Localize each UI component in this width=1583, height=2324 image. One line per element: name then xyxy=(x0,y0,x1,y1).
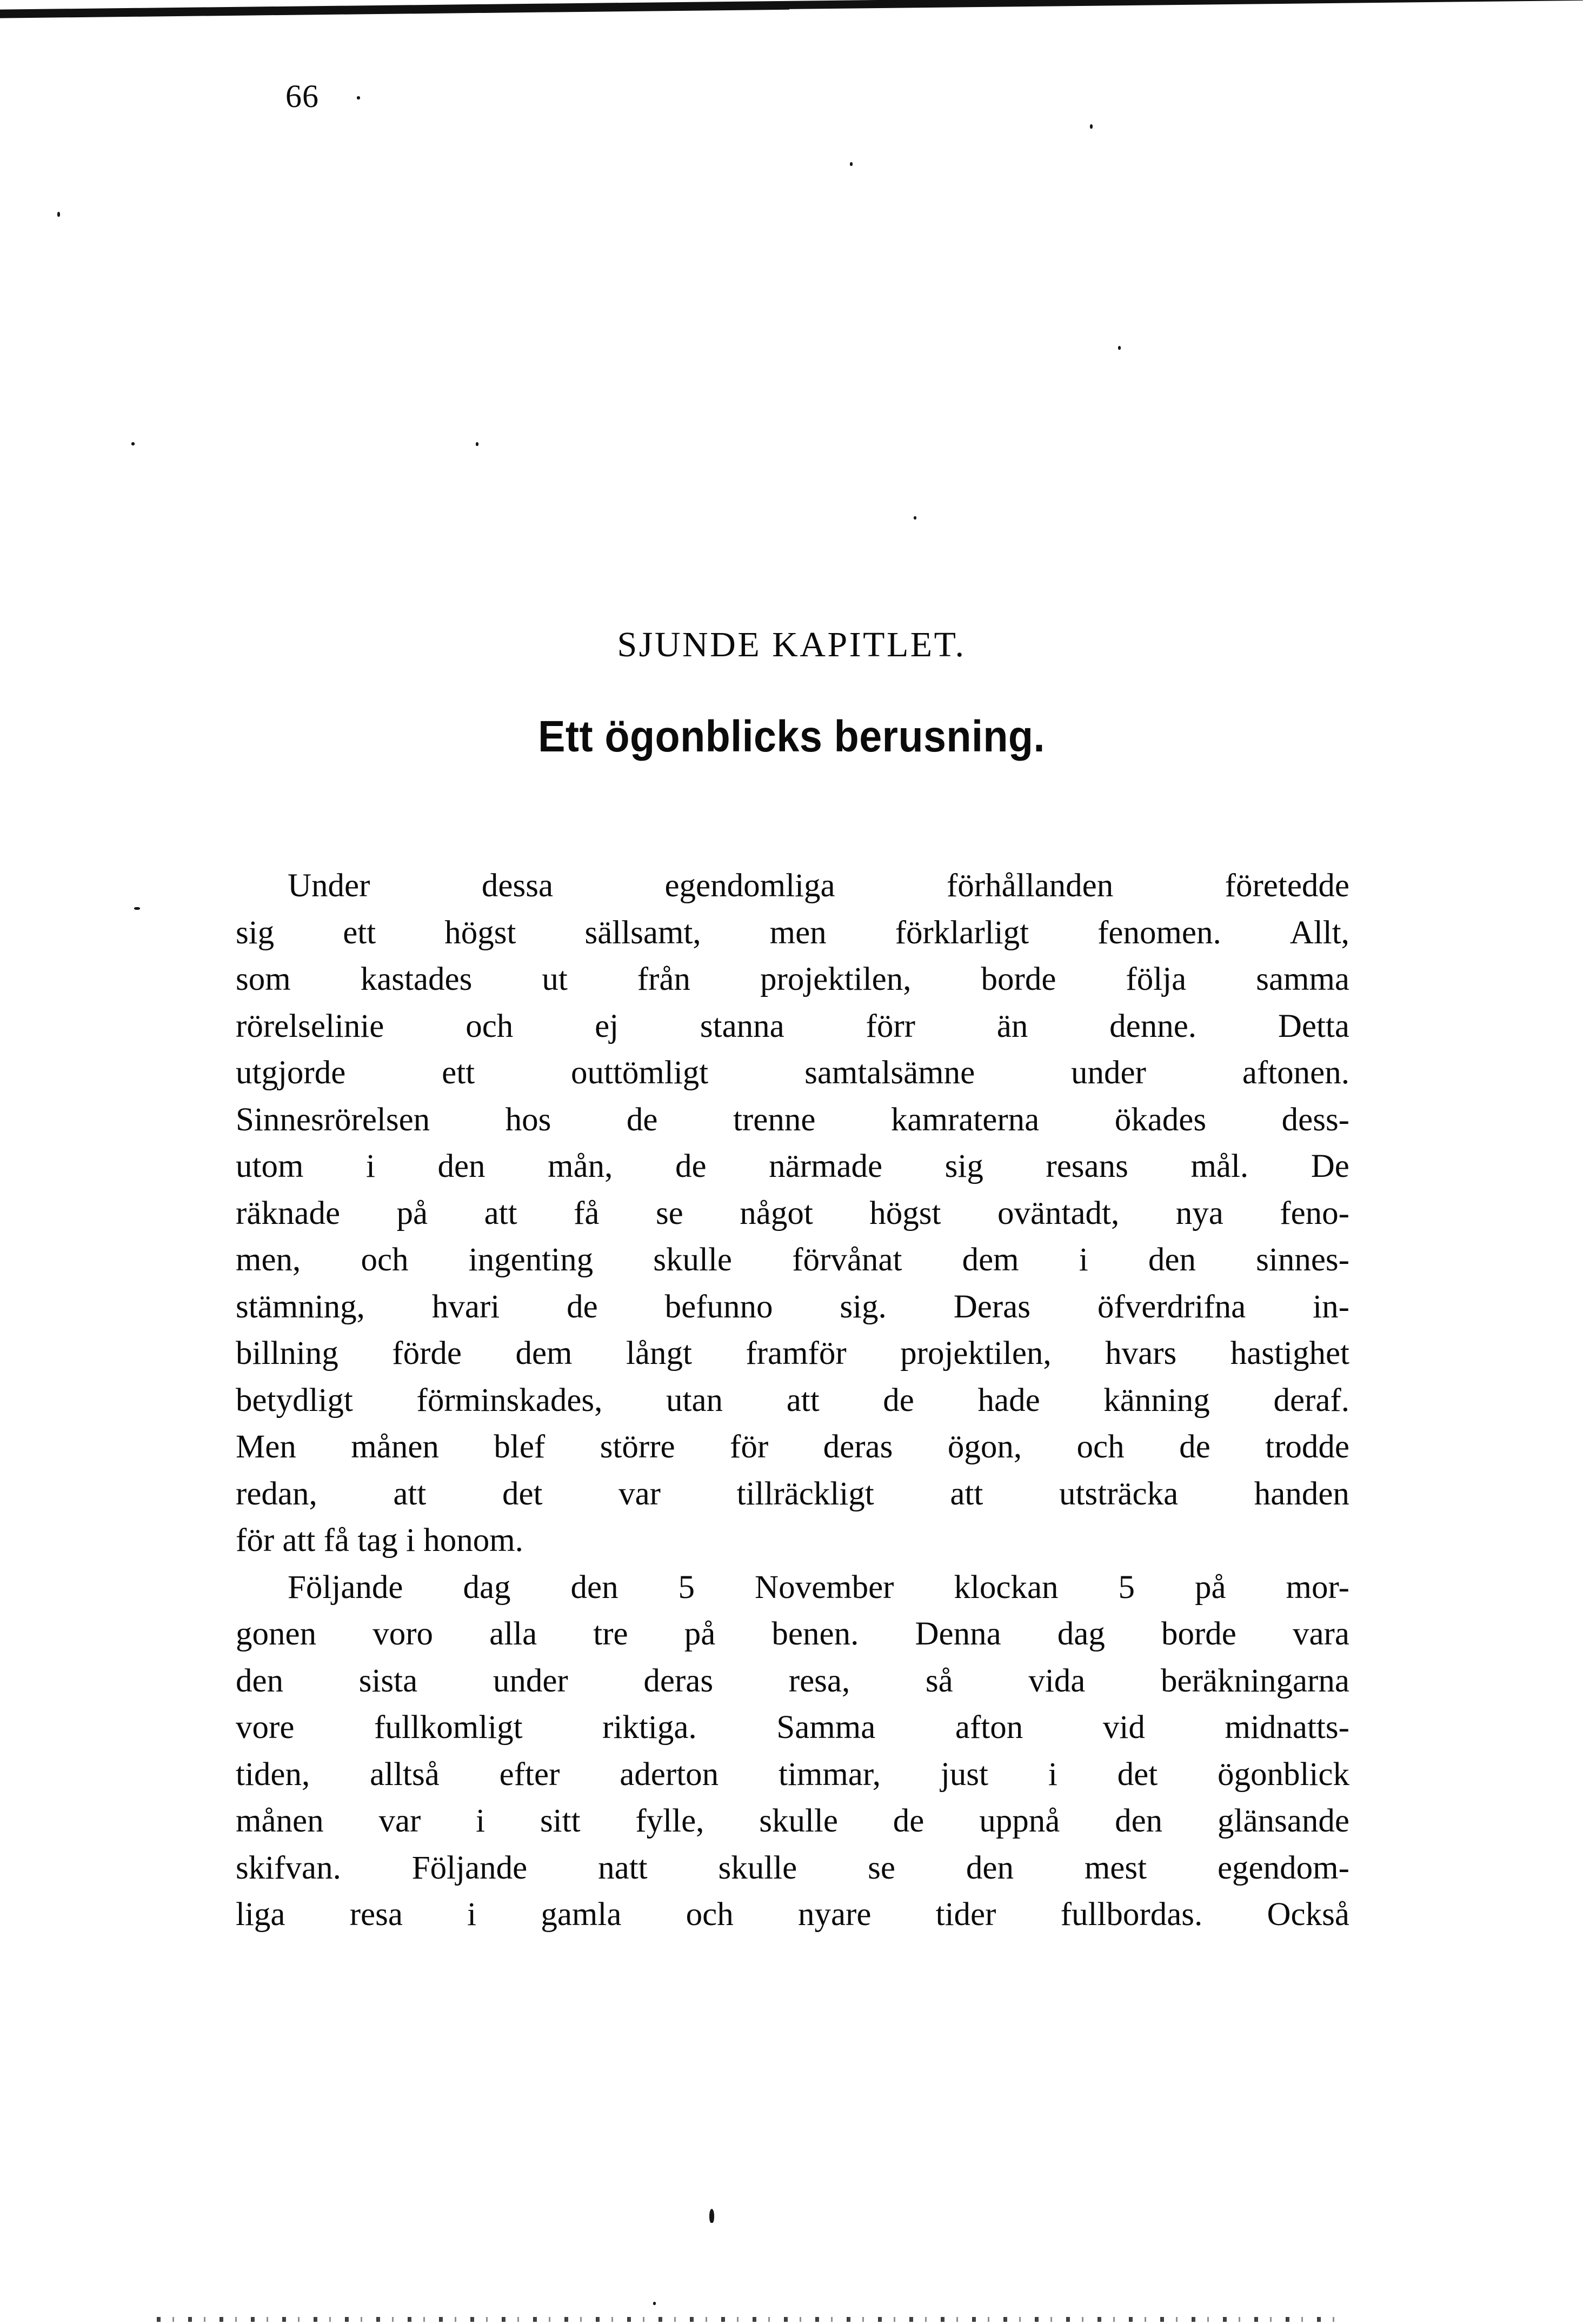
body-word: tre xyxy=(593,1616,628,1652)
body-word: redan, xyxy=(236,1475,317,1512)
scan-speck xyxy=(57,212,60,217)
body-word: skulle xyxy=(718,1849,797,1886)
body-word: än xyxy=(996,1008,1028,1044)
scan-speck xyxy=(357,96,360,99)
body-word: den xyxy=(1148,1242,1196,1278)
body-word: var xyxy=(378,1803,421,1839)
scan-top-edge-artifact xyxy=(0,0,1583,18)
scan-bottom-edge-artifact xyxy=(157,2317,1346,2322)
body-word: ögon, xyxy=(947,1429,1022,1465)
body-word: närmade xyxy=(769,1148,883,1184)
body-line xyxy=(236,1704,1349,1752)
body-word: förminskades, xyxy=(416,1382,603,1419)
body-word: deraf. xyxy=(1273,1382,1349,1419)
body-word: följa xyxy=(1126,961,1187,997)
body-word: den xyxy=(1115,1803,1163,1839)
body-word: timmar, xyxy=(779,1756,881,1793)
body-word: utsträcka xyxy=(1059,1475,1179,1512)
body-word: Sinnesrörelsen xyxy=(236,1101,430,1138)
body-line xyxy=(236,1798,1349,1845)
body-word: de xyxy=(567,1288,598,1325)
body-word: feno- xyxy=(1280,1195,1349,1231)
body-word: nyare xyxy=(797,1896,872,1933)
body-word: ut xyxy=(542,961,568,997)
body-word: dessa xyxy=(481,868,554,904)
body-word: skifvan. xyxy=(236,1849,341,1886)
body-word: tider xyxy=(935,1896,996,1933)
body-word: sista xyxy=(358,1662,418,1699)
body-word: aftonen. xyxy=(1242,1055,1349,1091)
body-word: i xyxy=(1079,1242,1088,1278)
body-word: men xyxy=(769,914,827,951)
body-word: sig xyxy=(945,1148,983,1184)
scan-speck xyxy=(1118,346,1121,350)
body-word: ökades xyxy=(1114,1101,1207,1138)
body-line xyxy=(236,1097,1349,1144)
body-word: afton xyxy=(955,1709,1023,1746)
body-word: Deras xyxy=(953,1288,1030,1325)
body-word: sällsamt, xyxy=(584,914,701,951)
body-word: resans xyxy=(1046,1148,1128,1184)
body-word: sig. xyxy=(840,1288,887,1325)
body-line xyxy=(236,1845,1349,1892)
body-word: liga xyxy=(236,1896,285,1933)
body-word: uppnå xyxy=(979,1803,1060,1839)
body-word: rörelselinie xyxy=(236,1008,384,1044)
body-word: från xyxy=(637,961,690,997)
body-word: projektilen, xyxy=(760,961,912,997)
body-word: Men xyxy=(236,1429,296,1465)
chapter-title: Ett ögonblicks berusning. xyxy=(538,712,1045,761)
body-word: hade xyxy=(977,1382,1040,1419)
body-word: trenne xyxy=(733,1101,816,1138)
body-word: in- xyxy=(1313,1288,1349,1325)
body-line xyxy=(288,1564,1349,1612)
body-word: klockan xyxy=(954,1569,1059,1606)
body-word: i xyxy=(467,1896,477,1933)
body-word: den xyxy=(236,1662,284,1699)
body-word: det xyxy=(1117,1756,1158,1793)
body-word: att xyxy=(484,1195,517,1231)
body-word: sinnes- xyxy=(1256,1242,1349,1278)
body-word: Samma xyxy=(776,1709,876,1746)
body-line xyxy=(236,910,1349,957)
body-word: fenomen. xyxy=(1098,914,1221,951)
body-line xyxy=(236,1377,1349,1424)
body-word: kastades xyxy=(360,961,473,997)
body-word: för xyxy=(730,1429,769,1465)
body-word: ett xyxy=(442,1055,475,1091)
body-line xyxy=(288,863,1349,910)
body-word: öfverdrifna xyxy=(1097,1288,1246,1325)
body-word: stämning, xyxy=(236,1288,365,1325)
scan-speck xyxy=(1090,124,1093,129)
body-word: ej xyxy=(595,1008,619,1044)
body-word: se xyxy=(655,1195,683,1231)
body-word: som xyxy=(236,961,291,997)
scan-speck xyxy=(476,442,478,446)
body-word: mål. xyxy=(1190,1148,1249,1184)
body-word: få xyxy=(574,1195,600,1231)
body-word: utom xyxy=(236,1148,304,1184)
body-word: och xyxy=(465,1008,514,1044)
body-word: mor- xyxy=(1286,1569,1349,1606)
body-word: voro xyxy=(373,1616,434,1652)
body-word: se xyxy=(868,1849,895,1886)
body-word: långt xyxy=(626,1335,692,1371)
body-word: på xyxy=(684,1616,716,1652)
body-word: denne. xyxy=(1109,1008,1197,1044)
body-word: framför xyxy=(746,1335,847,1371)
body-line xyxy=(236,1611,1349,1658)
body-line xyxy=(236,1892,1349,1939)
body-line xyxy=(236,1143,1349,1190)
body-word: dess- xyxy=(1281,1101,1349,1138)
body-word: förr xyxy=(866,1008,915,1044)
body-text xyxy=(236,863,1349,1939)
body-word: månen xyxy=(236,1803,324,1839)
scan-speck xyxy=(131,442,135,445)
body-word: sig xyxy=(236,914,275,951)
body-word: de xyxy=(626,1101,658,1138)
scan-speck xyxy=(709,2209,714,2223)
body-word: men, xyxy=(236,1242,301,1278)
body-word: befunno xyxy=(664,1288,773,1325)
body-word: ögonblick xyxy=(1218,1756,1349,1793)
body-word: beräkningarna xyxy=(1161,1662,1349,1699)
body-word: benen. xyxy=(771,1616,859,1652)
body-word: på xyxy=(1195,1569,1226,1606)
body-word: blef xyxy=(494,1429,546,1465)
body-word: något xyxy=(740,1195,813,1231)
body-word: vid xyxy=(1102,1709,1145,1746)
body-word: deras xyxy=(643,1662,714,1699)
body-word: känning xyxy=(1103,1382,1210,1419)
body-line xyxy=(236,1050,1349,1097)
scan-speck xyxy=(914,516,916,520)
body-word: i xyxy=(476,1803,485,1839)
body-line xyxy=(236,1471,1349,1518)
body-word: just xyxy=(940,1756,988,1793)
body-word: resa xyxy=(349,1896,403,1933)
chapter-label: SJUNDE KAPITLET. xyxy=(617,625,966,664)
body-word: fullbordas. xyxy=(1060,1896,1203,1933)
body-word: skulle xyxy=(759,1803,838,1839)
body-word: sitt xyxy=(540,1803,581,1839)
body-word: outtömligt xyxy=(571,1055,709,1091)
body-word: vida xyxy=(1028,1662,1086,1699)
body-word: Följande xyxy=(288,1569,403,1606)
body-word: förklarligt xyxy=(895,914,1029,951)
body-word: 5 xyxy=(1118,1569,1135,1606)
body-word: aderton xyxy=(620,1756,719,1793)
body-word: de xyxy=(883,1382,914,1419)
body-word: hvars xyxy=(1105,1335,1177,1371)
body-word: efter xyxy=(499,1756,560,1793)
body-word: vara xyxy=(1292,1616,1349,1652)
body-word: månen xyxy=(351,1429,439,1465)
body-line xyxy=(236,956,1349,1003)
body-word: Också xyxy=(1267,1896,1349,1933)
body-word: och xyxy=(1076,1429,1125,1465)
body-word: i xyxy=(365,1148,375,1184)
body-line: för att få tag i honom. xyxy=(236,1522,523,1559)
body-word: hvari xyxy=(431,1288,500,1325)
body-word: mest xyxy=(1084,1849,1147,1886)
body-word: dag xyxy=(463,1569,511,1606)
body-word: utgjorde xyxy=(236,1055,346,1091)
body-word: ingenting xyxy=(468,1242,594,1278)
body-word: under xyxy=(493,1662,568,1699)
body-word: borde xyxy=(981,961,1056,997)
body-word: hastighet xyxy=(1230,1335,1349,1371)
body-word: förvånat xyxy=(792,1242,902,1278)
body-word: Denna xyxy=(915,1616,1001,1652)
body-word: alltså xyxy=(370,1756,440,1793)
body-word: midnatts- xyxy=(1225,1709,1349,1746)
body-word: resa, xyxy=(788,1662,850,1699)
body-word: gonen xyxy=(236,1616,317,1652)
body-word: att xyxy=(786,1382,820,1419)
body-word: de xyxy=(675,1148,707,1184)
body-word: fylle, xyxy=(635,1803,704,1839)
body-word: och xyxy=(686,1896,734,1933)
body-word: och xyxy=(361,1242,409,1278)
page-number: 66 xyxy=(285,78,319,114)
body-word: betydligt xyxy=(236,1382,353,1419)
body-word: att xyxy=(950,1475,983,1512)
body-word: stanna xyxy=(700,1008,784,1044)
scan-speck xyxy=(134,907,140,910)
body-word: handen xyxy=(1254,1475,1349,1512)
body-word: den xyxy=(570,1569,618,1606)
body-word: dag xyxy=(1057,1616,1105,1652)
body-word: projektilen, xyxy=(900,1335,1052,1371)
scan-speck xyxy=(850,162,853,166)
body-word: vore xyxy=(236,1709,295,1746)
body-line xyxy=(236,1424,1349,1471)
scan-speck xyxy=(653,2302,656,2305)
body-line xyxy=(236,1284,1349,1331)
body-word: November xyxy=(755,1569,894,1606)
body-word: så xyxy=(925,1662,953,1699)
body-word: högst xyxy=(444,914,516,951)
body-word: dem xyxy=(962,1242,1019,1278)
body-word: större xyxy=(600,1429,675,1465)
body-word: var xyxy=(618,1475,661,1512)
body-word: Följande xyxy=(411,1849,528,1886)
body-word: ett xyxy=(343,914,376,951)
body-word: dem xyxy=(515,1335,573,1371)
body-word: nya xyxy=(1175,1195,1223,1231)
body-word: Allt, xyxy=(1289,914,1349,951)
body-word: natt xyxy=(598,1849,648,1886)
body-word: Detta xyxy=(1278,1008,1349,1044)
body-word: tillräckligt xyxy=(736,1475,874,1512)
body-word: det xyxy=(502,1475,543,1512)
body-word: billning xyxy=(236,1335,338,1371)
body-word: samma xyxy=(1256,961,1349,997)
body-word: fullkomligt xyxy=(374,1709,523,1746)
body-word: riktiga. xyxy=(602,1709,697,1746)
body-word: skulle xyxy=(653,1242,733,1278)
body-line xyxy=(236,1237,1349,1284)
body-word: de xyxy=(893,1803,924,1839)
body-word: hos xyxy=(505,1101,551,1138)
body-word: oväntadt, xyxy=(997,1195,1120,1231)
body-word: De xyxy=(1311,1148,1349,1184)
body-word: den xyxy=(437,1148,485,1184)
body-line xyxy=(236,1190,1349,1237)
body-word: borde xyxy=(1161,1616,1236,1652)
body-line xyxy=(236,1752,1349,1799)
body-word: utan xyxy=(666,1382,723,1419)
body-word: förde xyxy=(392,1335,462,1371)
body-word: glänsande xyxy=(1218,1803,1349,1839)
body-word: kamraterna xyxy=(890,1101,1040,1138)
body-word: 5 xyxy=(678,1569,695,1606)
body-word: Under xyxy=(288,868,370,904)
body-word: de xyxy=(1179,1429,1210,1465)
body-word: gamla xyxy=(541,1896,622,1933)
body-word: den xyxy=(966,1849,1014,1886)
body-line xyxy=(236,1003,1349,1050)
body-word: på xyxy=(396,1195,428,1231)
body-word: egendom- xyxy=(1217,1849,1349,1886)
body-word: förhållanden xyxy=(946,868,1114,904)
body-word: i xyxy=(1048,1756,1057,1793)
body-line xyxy=(236,1330,1349,1377)
body-word: alla xyxy=(489,1616,537,1652)
body-word: samtalsämne xyxy=(804,1055,975,1091)
body-word: att xyxy=(393,1475,427,1512)
body-word: högst xyxy=(869,1195,941,1231)
body-word: mån, xyxy=(548,1148,613,1184)
body-word: deras xyxy=(823,1429,893,1465)
body-word: egendomliga xyxy=(664,868,835,904)
body-line xyxy=(236,1658,1349,1705)
body-word: under xyxy=(1071,1055,1146,1091)
body-word: tiden, xyxy=(236,1756,310,1793)
body-word: företedde xyxy=(1225,868,1349,904)
body-word: trodde xyxy=(1265,1429,1349,1465)
body-word: räknade xyxy=(236,1195,341,1231)
